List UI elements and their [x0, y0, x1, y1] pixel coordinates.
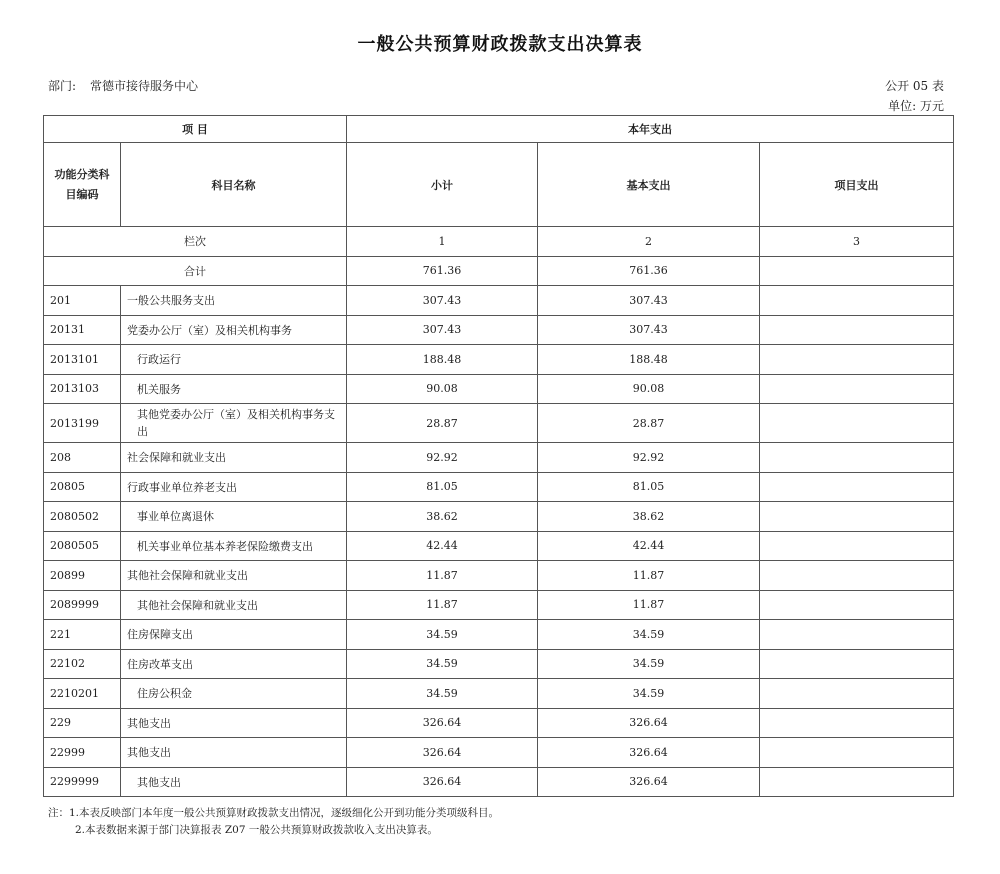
total-row — [44, 256, 954, 286]
row-name: 其他支出 — [121, 708, 347, 738]
row-name: 住房改革支出 — [121, 649, 347, 679]
page-title: 一般公共预算财政拨款支出决算表 — [357, 34, 643, 55]
row-subtotal: 34.59 — [347, 649, 538, 679]
row-code: 20805 — [44, 472, 121, 502]
row-code: 201 — [44, 286, 121, 316]
row-project — [760, 679, 954, 709]
row-project — [760, 404, 954, 443]
header-name: 科目名称 — [121, 143, 347, 227]
table-row — [44, 767, 954, 797]
row-code: 208 — [44, 443, 121, 473]
row-code: 2089999 — [44, 590, 121, 620]
row-project — [760, 561, 954, 591]
row-basic: 326.64 — [538, 708, 760, 738]
row-code: 2013199 — [44, 404, 121, 443]
row-project — [760, 502, 954, 532]
expenditure-table — [43, 115, 954, 797]
table-row — [44, 679, 954, 709]
row-project — [760, 374, 954, 404]
column-index-3: 3 — [760, 227, 954, 257]
table-row — [44, 443, 954, 473]
row-subtotal: 188.48 — [347, 345, 538, 375]
row-subtotal: 326.64 — [347, 738, 538, 768]
total-project — [760, 256, 954, 286]
table-row — [44, 738, 954, 768]
department-line — [48, 77, 198, 94]
row-code: 2210201 — [44, 679, 121, 709]
row-subtotal: 34.59 — [347, 679, 538, 709]
row-name: 社会保障和就业支出 — [121, 443, 347, 473]
row-subtotal: 81.05 — [347, 472, 538, 502]
row-code: 229 — [44, 708, 121, 738]
column-index-row — [44, 227, 954, 257]
row-code: 2299999 — [44, 767, 121, 797]
total-basic: 761.36 — [538, 256, 760, 286]
table-row — [44, 649, 954, 679]
row-subtotal: 38.62 — [347, 502, 538, 532]
table-row — [44, 708, 954, 738]
row-name: 其他社会保障和就业支出 — [121, 590, 347, 620]
row-name: 机关事业单位基本养老保险缴费支出 — [121, 531, 347, 561]
row-project — [760, 531, 954, 561]
row-basic: 28.87 — [538, 404, 760, 443]
footnotes — [48, 805, 499, 839]
footnote-1: 注：1.本表反映部门本年度一般公共预算财政拨款支出情况，逐级细化公开到功能分类项级科目。 — [48, 807, 500, 819]
total-subtotal: 761.36 — [347, 256, 538, 286]
row-basic: 90.08 — [538, 374, 760, 404]
row-code: 20131 — [44, 315, 121, 345]
row-code: 221 — [44, 620, 121, 650]
row-project — [760, 472, 954, 502]
row-code: 22102 — [44, 649, 121, 679]
total-label: 合计 — [44, 256, 347, 286]
table-row — [44, 472, 954, 502]
row-basic: 307.43 — [538, 315, 760, 345]
row-basic: 42.44 — [538, 531, 760, 561]
table-row — [44, 404, 954, 443]
row-project — [760, 590, 954, 620]
row-basic: 326.64 — [538, 767, 760, 797]
department-value: 常德市接待服务中心 — [90, 79, 199, 93]
row-name: 行政事业单位养老支出 — [121, 472, 347, 502]
header-code: 功能分类科目编码 — [44, 143, 121, 227]
row-basic: 38.62 — [538, 502, 760, 532]
row-code: 2013103 — [44, 374, 121, 404]
row-project — [760, 738, 954, 768]
row-code: 20899 — [44, 561, 121, 591]
column-index-2: 2 — [538, 227, 760, 257]
table-row — [44, 620, 954, 650]
row-subtotal: 90.08 — [347, 374, 538, 404]
row-name: 其他支出 — [121, 767, 347, 797]
header-basic: 基本支出 — [538, 143, 760, 227]
table-row — [44, 590, 954, 620]
row-subtotal: 326.64 — [347, 708, 538, 738]
row-basic: 34.59 — [538, 679, 760, 709]
table-row — [44, 531, 954, 561]
row-basic: 11.87 — [538, 590, 760, 620]
header-project-exp: 项目支出 — [760, 143, 954, 227]
footnote-2: 2.本表数据来源于部门决算报表 Z07 一般公共预算财政拨款收入支出决算表。 — [75, 824, 438, 836]
header-subtotal: 小计 — [347, 143, 538, 227]
row-subtotal: 307.43 — [347, 315, 538, 345]
row-code: 22999 — [44, 738, 121, 768]
row-name: 其他支出 — [121, 738, 347, 768]
row-subtotal: 307.43 — [347, 286, 538, 316]
row-project — [760, 620, 954, 650]
row-basic: 188.48 — [538, 345, 760, 375]
row-name: 一般公共服务支出 — [121, 286, 347, 316]
row-name: 机关服务 — [121, 374, 347, 404]
header-this-year: 本年支出 — [347, 116, 954, 143]
row-name: 其他党委办公厅（室）及相关机构事务支出 — [121, 404, 347, 443]
header-project: 项 目 — [44, 116, 347, 143]
table-row — [44, 286, 954, 316]
row-name: 事业单位离退休 — [121, 502, 347, 532]
row-project — [760, 767, 954, 797]
row-basic: 92.92 — [538, 443, 760, 473]
row-project — [760, 286, 954, 316]
row-project — [760, 708, 954, 738]
row-subtotal: 28.87 — [347, 404, 538, 443]
row-name: 党委办公厅（室）及相关机构事务 — [121, 315, 347, 345]
row-basic: 326.64 — [538, 738, 760, 768]
unit-label: 单位: 万元 — [888, 99, 944, 113]
row-basic: 11.87 — [538, 561, 760, 591]
table-row — [44, 502, 954, 532]
row-project — [760, 315, 954, 345]
row-code: 2013101 — [44, 345, 121, 375]
row-subtotal: 92.92 — [347, 443, 538, 473]
department-label: 部门: — [48, 79, 77, 93]
row-basic: 81.05 — [538, 472, 760, 502]
row-name: 行政运行 — [121, 345, 347, 375]
row-subtotal: 11.87 — [347, 561, 538, 591]
table-row — [44, 345, 954, 375]
row-subtotal: 11.87 — [347, 590, 538, 620]
table-row — [44, 374, 954, 404]
row-code: 2080505 — [44, 531, 121, 561]
row-basic: 34.59 — [538, 649, 760, 679]
row-project — [760, 443, 954, 473]
row-basic: 307.43 — [538, 286, 760, 316]
row-code: 2080502 — [44, 502, 121, 532]
column-index-1: 1 — [347, 227, 538, 257]
header-row-1 — [44, 116, 954, 143]
row-project — [760, 345, 954, 375]
row-basic: 34.59 — [538, 620, 760, 650]
row-subtotal: 326.64 — [347, 767, 538, 797]
row-subtotal: 34.59 — [347, 620, 538, 650]
row-name: 住房保障支出 — [121, 620, 347, 650]
header-row-2 — [44, 143, 954, 227]
form-number: 公开 05 表 — [885, 79, 944, 93]
table-row — [44, 315, 954, 345]
row-subtotal: 42.44 — [347, 531, 538, 561]
column-index-label: 栏次 — [44, 227, 347, 257]
row-name: 住房公积金 — [121, 679, 347, 709]
row-name: 其他社会保障和就业支出 — [121, 561, 347, 591]
row-project — [760, 649, 954, 679]
table-row — [44, 561, 954, 591]
